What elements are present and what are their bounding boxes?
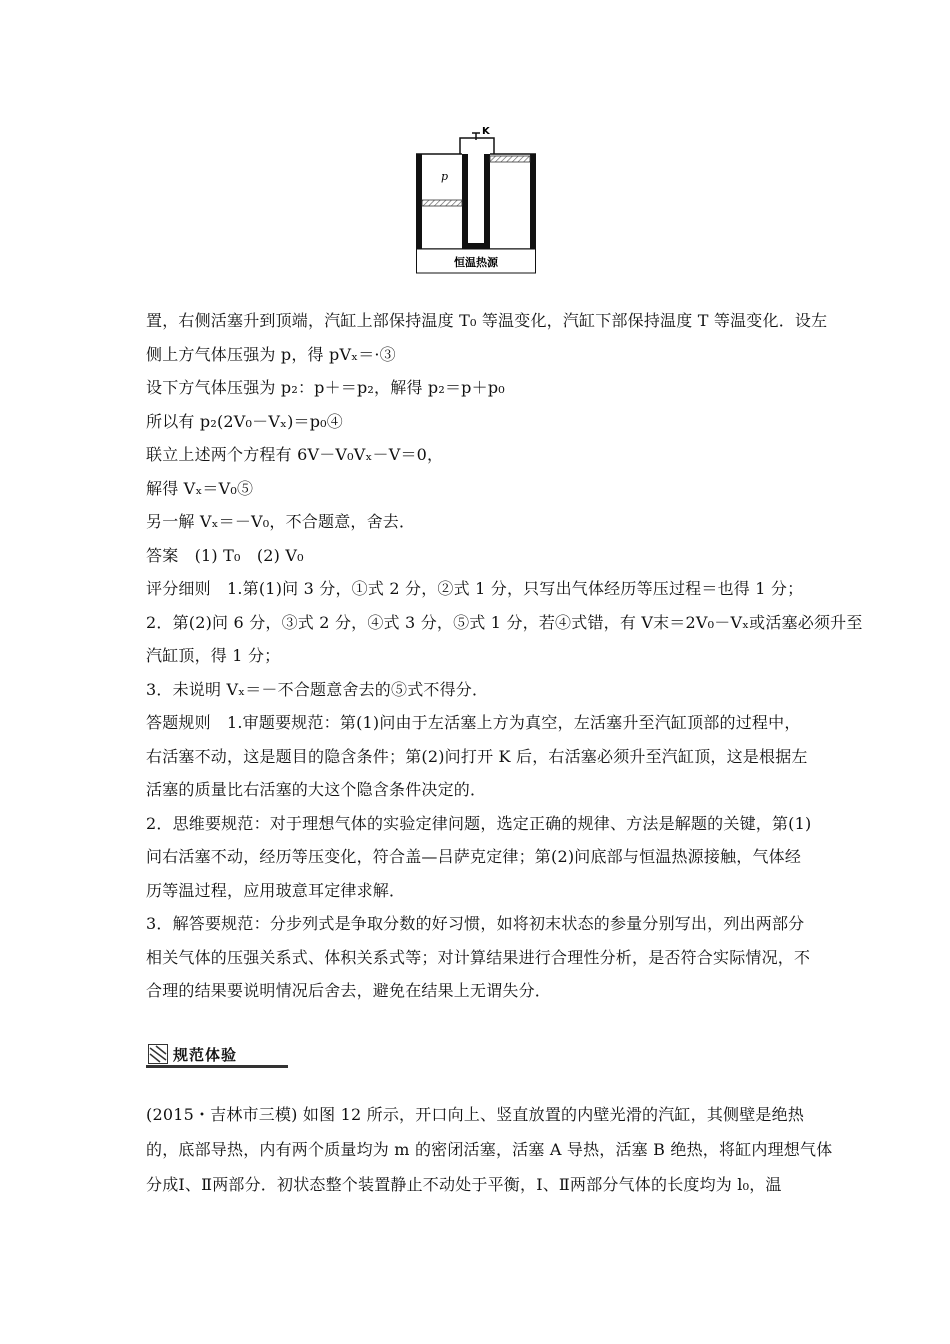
divider-left — [462, 154, 468, 249]
rules-line: 活塞的质量比右活塞的大这个隐含条件决定的． — [146, 780, 487, 799]
scoring-line: 2．第(2)问 6 分，③式 2 分，④式 3 分，⑤式 1 分，若④式错，有 V末＝2V₀－Vₓ或活塞必须升至 — [146, 612, 863, 632]
text-line: 设下方气体压强为 p₂：p＋＝p₂，解得 p₂＝p＋p₀ — [146, 378, 505, 397]
section-marker-icon — [148, 1044, 168, 1064]
text-line: 解得 Vₓ＝V₀⑤ — [146, 478, 254, 498]
heat-source-label: 恒温热源 — [454, 256, 498, 269]
section-underline — [146, 1065, 288, 1068]
scoring-line: 评分细则 1.第(1)问 3 分，①式 2 分，②式 1 分，只写出气体经历等压过程＝也得 1 分； — [146, 579, 804, 598]
text-line: 另一解 Vₓ＝－V₀，不合题意，舍去． — [146, 512, 416, 531]
problem-line: 分成Ⅰ、Ⅱ两部分．初状态整个装置静止不动处于平衡，Ⅰ、Ⅱ两部分气体的长度均为 l₀，温 — [146, 1175, 782, 1194]
problem-text — [146, 1097, 833, 1202]
rules-line: 相关气体的压强关系式、体积关系式等；对计算结果进行合理性分析，是否符合实际情况，不 — [146, 947, 811, 967]
answer-line: 答案 (1) T₀ (2) V₀ — [146, 545, 304, 565]
rules-line: 历等温过程，应用玻意耳定律求解． — [146, 880, 406, 900]
left-piston — [422, 200, 462, 206]
rules-line: 答题规则 1.审题要规范：第(1)问由于左活塞上方为真空，左活塞升至汽缸顶部的过程中， — [146, 713, 801, 732]
text-line: 侧上方气体压强为 p，得 pVₓ＝·③ — [146, 344, 396, 364]
rules-line: 问右活塞不动，经历等压变化，符合盖—吕萨克定律；第(2)问底部与恒温热源接触，气体经 — [146, 847, 802, 866]
problem-line: 的，底部导热，内有两个质量均为 m 的密闭活塞，活塞 A 导热，活塞 B 绝热，将缸内理想气体 — [146, 1140, 833, 1159]
right-wall — [530, 154, 536, 249]
text-line: 置，右侧活塞升到顶端，汽缸上部保持温度 T₀ 等温变化，汽缸下部保持温度 T 等温变化．设左 — [146, 311, 828, 330]
rules-line: 合理的结果要说明情况后舍去，避免在结果上无谓失分． — [146, 981, 552, 1000]
text-line: 联立上述两个方程有 6V－V₀Vₓ－V＝0， — [146, 445, 444, 464]
right-piston — [490, 156, 530, 162]
left-wall — [416, 154, 422, 249]
divider-right — [484, 154, 490, 249]
rules-line: 3．解答要规范：分步列式是争取分数的好习惯，如将初末状态的参量分别写出，列出两部分 — [146, 914, 805, 933]
cylinder-diagram — [416, 122, 536, 274]
valve-label: K — [482, 126, 490, 137]
text-line: 所以有 p₂(2V₀－Vₓ)＝p₀④ — [146, 411, 343, 431]
scoring-line: 汽缸顶，得 1 分； — [146, 646, 281, 665]
rules-line: 2．思维要规范：对于理想气体的实验定律问题，选定正确的规律、方法是解题的关键，第(1) — [146, 813, 812, 833]
rules-line: 右活塞不动，这是题目的隐含条件；第(2)问打开 K 后，右活塞必须升至汽缸顶，这是根据左 — [146, 746, 808, 766]
gas-label: p — [441, 170, 449, 183]
solution-text — [146, 305, 863, 1009]
apparatus-figure — [416, 122, 536, 274]
section-title: 规范体验 — [173, 1046, 238, 1064]
scoring-line: 3．未说明 Vₓ＝－不合题意舍去的⑤式不得分． — [146, 679, 489, 699]
connecting-tube — [460, 138, 494, 154]
section-header — [146, 1042, 288, 1068]
problem-line: (2015・吉林市三模) 如图 12 所示，开口向上、竖直放置的内壁光滑的汽缸，其侧壁是绝热 — [146, 1105, 805, 1124]
